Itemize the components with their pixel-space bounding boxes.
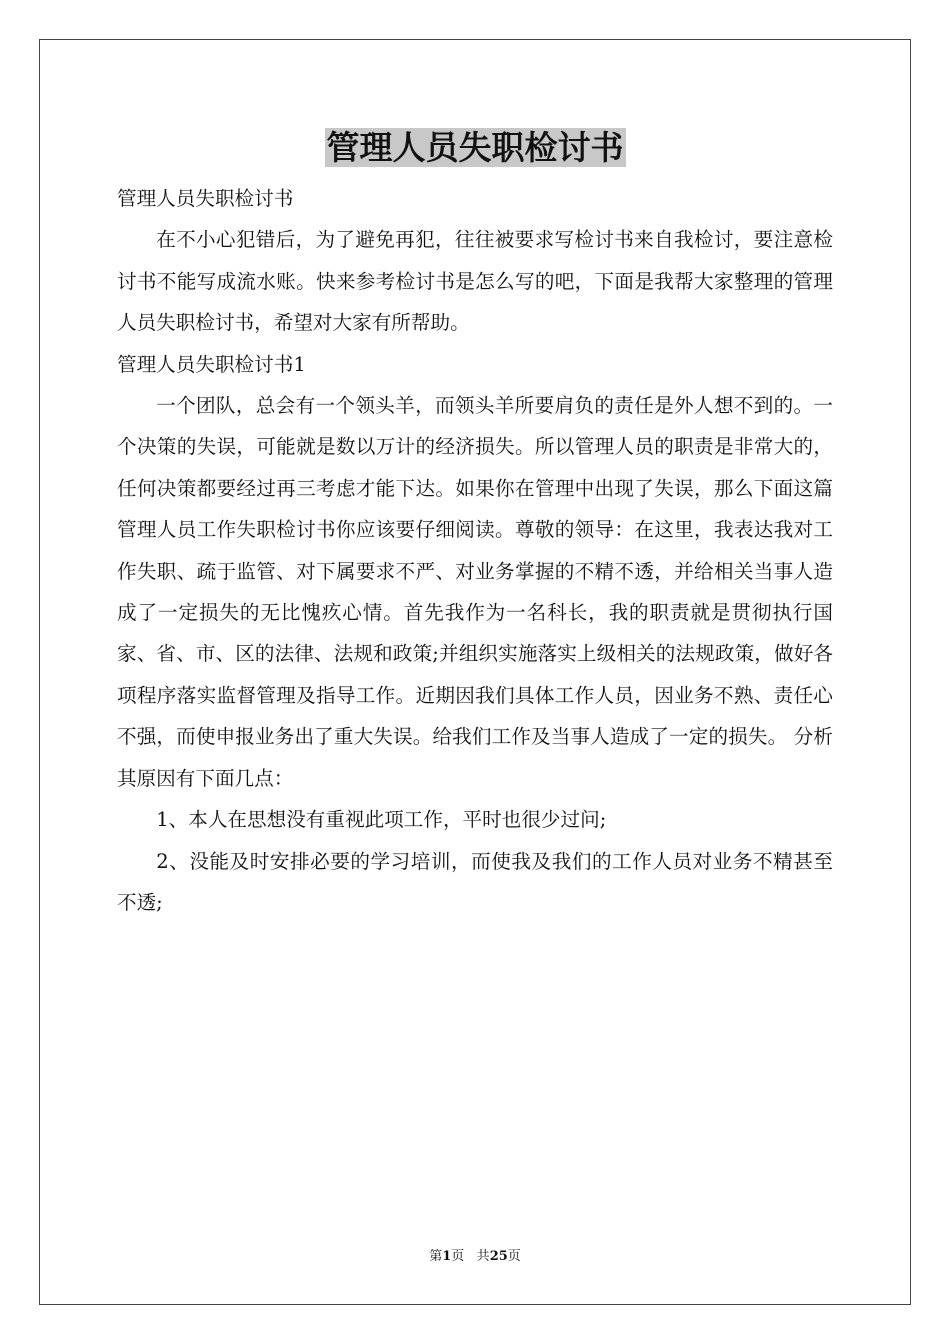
footer-page-prefix: 第	[429, 1249, 443, 1264]
footer-total-unit: 页	[507, 1249, 521, 1264]
footer-page-unit: 页	[451, 1249, 465, 1264]
document-subtitle: 管理人员失职检讨书	[117, 187, 294, 210]
footer-page-number: 1	[442, 1249, 452, 1264]
intro-paragraph: 在不小心犯错后，为了避免再犯，往往被要求写检讨书来自我检讨，要注意检讨书不能写成流水账。快来参考检讨书是怎么写的吧，下面是我帮大家整理的管理人员失职检讨书，希望对大家有所帮助。	[117, 228, 833, 335]
point-item-2: 2、没能及时安排必要的学习培训，而使我及我们的工作人员对业务不精甚至不透;	[117, 849, 833, 914]
section-heading: 管理人员失职检讨书1	[117, 352, 306, 376]
document-body	[117, 178, 833, 923]
page-footer	[0, 1248, 950, 1266]
point-item-1: 1、本人在思想没有重视此项工作，平时也很少过问;	[156, 808, 607, 832]
footer-total-pages: 25	[489, 1249, 508, 1264]
document-title-text: 管理人员失职检讨书	[326, 128, 624, 167]
footer-total-prefix: 共	[476, 1249, 490, 1264]
body-paragraph: 一个团队，总会有一个领头羊，而领头羊所要肩负的责任是外人想不到的。一个决策的失误，可能就是数以万计的经济损失。所以管理人员的职责是非常大的，任何决策都要经过再三考虑才能下达。如果你在管理中出现了失误，那么下面这篇管理人员工作失职检讨书你应该要仔细阅读。尊敬的领导：在这里，我表达我对工作失职、疏于监管、对下属要求不严、对业务掌握的不精不透，并给相关当事人造成了一定损失的无比愧疚心情。首先我作为一名科长，我的职责就是贯彻执行国家、省、市、区的法律、法规和政策;并组织实施落实上级相关的法规政策，做好各项程序落实监督管理及指导工作。近期因我们具体工作人员，因业务不熟、责任心不强，而使申报业务出了重大失误。给我们工作及当事人造成了一定的损失。 分析其原因有下面几点：	[117, 394, 833, 790]
document-title	[0, 126, 950, 170]
